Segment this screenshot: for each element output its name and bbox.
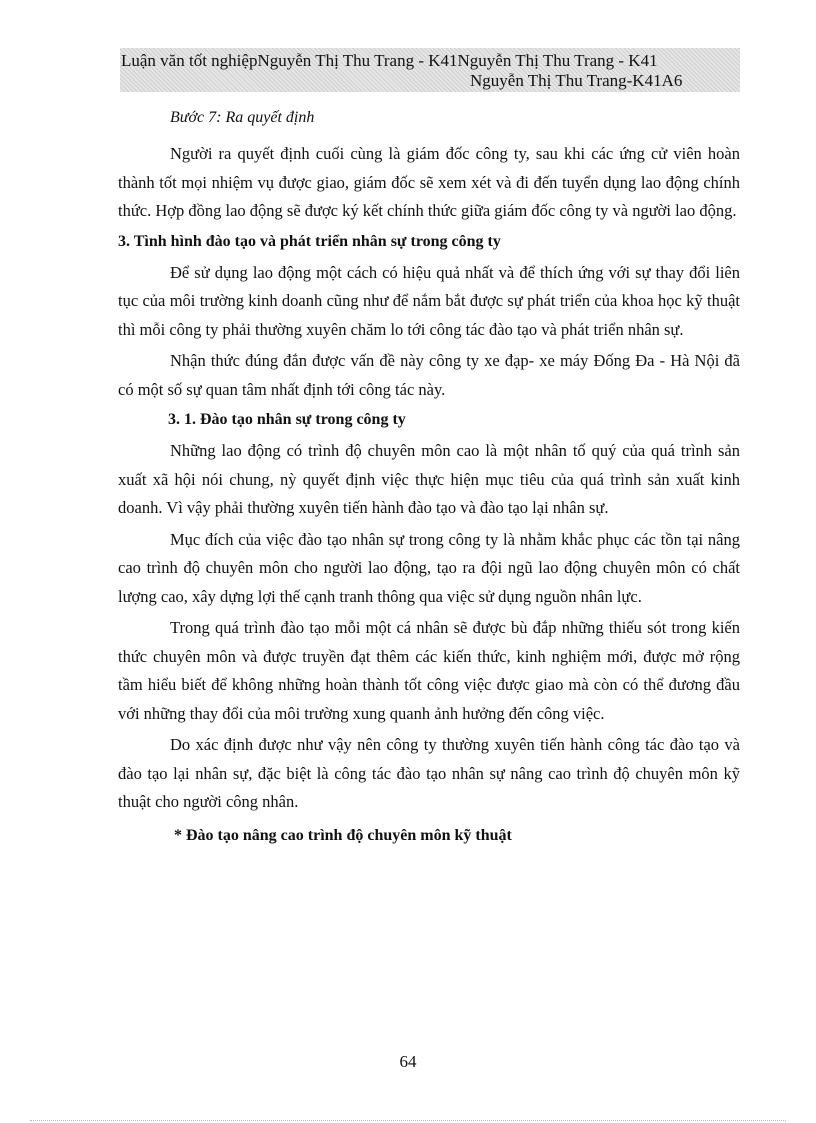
paragraph-company-practice: Do xác định được như vậy nên công ty thường xuyên tiến hành công tác đào tạo và đào tạo lại nhân sự, đặc biệt là công tác đào tạo nhân sự nâng cao trình độ chuyên môn kỹ thuật cho người công nhân.: [118, 735, 740, 811]
page-body: [118, 106, 740, 853]
paragraph-decision: Người ra quyết định cuối cùng là giám đốc công ty, sau khi các ứng cử viên hoàn thành tốt mọi nhiệm vụ được giao, giám đốc sẽ xem xét và đi đến tuyển dụng lao động chính thức. Hợp đồng lao động sẽ được ký kết chính thức giữa giám đốc công ty và người lao động.: [118, 144, 740, 220]
running-header-line-2: Nguyễn Thị Thu Trang-K41A6: [470, 71, 683, 90]
section-3-1-heading: 3. 1. Đào tạo nhân sự trong công ty: [168, 411, 406, 428]
page-number: 64: [399, 1052, 417, 1071]
paragraph-training-process: Trong quá trình đào tạo mỗi một cá nhân sẽ được bù đắp những thiếu sót trong kiến thức chuyên môn và được truyền đạt thêm các kiến thức, kinh nghiệm mới, được mở rộng tầm hiểu biết để không những hoàn thành tốt công việc được giao mà còn có thể đương đầu với những thay đổi của môi trường xung quanh ảnh hưởng đến công việc.: [118, 618, 740, 723]
paragraph-company-awareness: Nhận thức đúng đắn được vấn đề này công ty xe đạp- xe máy Đống Đa - Hà Nội đã có một số sự quan tâm nhất định tới công tác này.: [118, 351, 740, 399]
paragraph-training-purpose: Mục đích của việc đào tạo nhân sự trong công ty là nhằm khắc phục các tồn tại nâng cao trình độ chuyên môn cho người lao động, tạo ra đội ngũ lao động chuyên môn có chất lượng cao, xây dựng lợi thế cạnh tranh thông qua việc sử dụng nguồn nhân lực.: [118, 529, 740, 606]
paragraph-skilled-labour: Những lao động có trình độ chuyên môn cao là một nhân tố quý của quá trình sản xuất xã hội nói chung, nỳ quyết định việc thực hiện mục tiêu của quá trình sản xuất kinh doanh. Vì vậy phải thường xuyên tiến hành đào tạo và đào tạo lại nhân sự.: [118, 441, 740, 517]
paragraph-training-importance: Để sử dụng lao động một cách có hiệu quả nhất và để thích ứng với sự thay đổi liên tục của môi trường kinh doanh cũng như để nắm bắt được sự phát triển của khoa học kỹ thuật thì mỗi công ty phải thường xuyên chăm lo tới công tác đào tạo và phát triển nhân sự.: [118, 262, 740, 339]
bottom-divider: [30, 1120, 786, 1121]
subsection-technical-training-heading: * Đào tạo nâng cao trình độ chuyên môn kỹ thuật: [174, 826, 512, 844]
step-7-title: Bước 7: Ra quyết định: [170, 109, 315, 126]
running-header-line-1: Luận văn tốt nghiệpNguyễn Thị Thu Trang - K41Nguyễn Thị Thu Trang - K41: [121, 51, 658, 70]
section-3-heading: 3. Tình hình đào tạo và phát triển nhân sự trong công ty: [118, 232, 501, 250]
